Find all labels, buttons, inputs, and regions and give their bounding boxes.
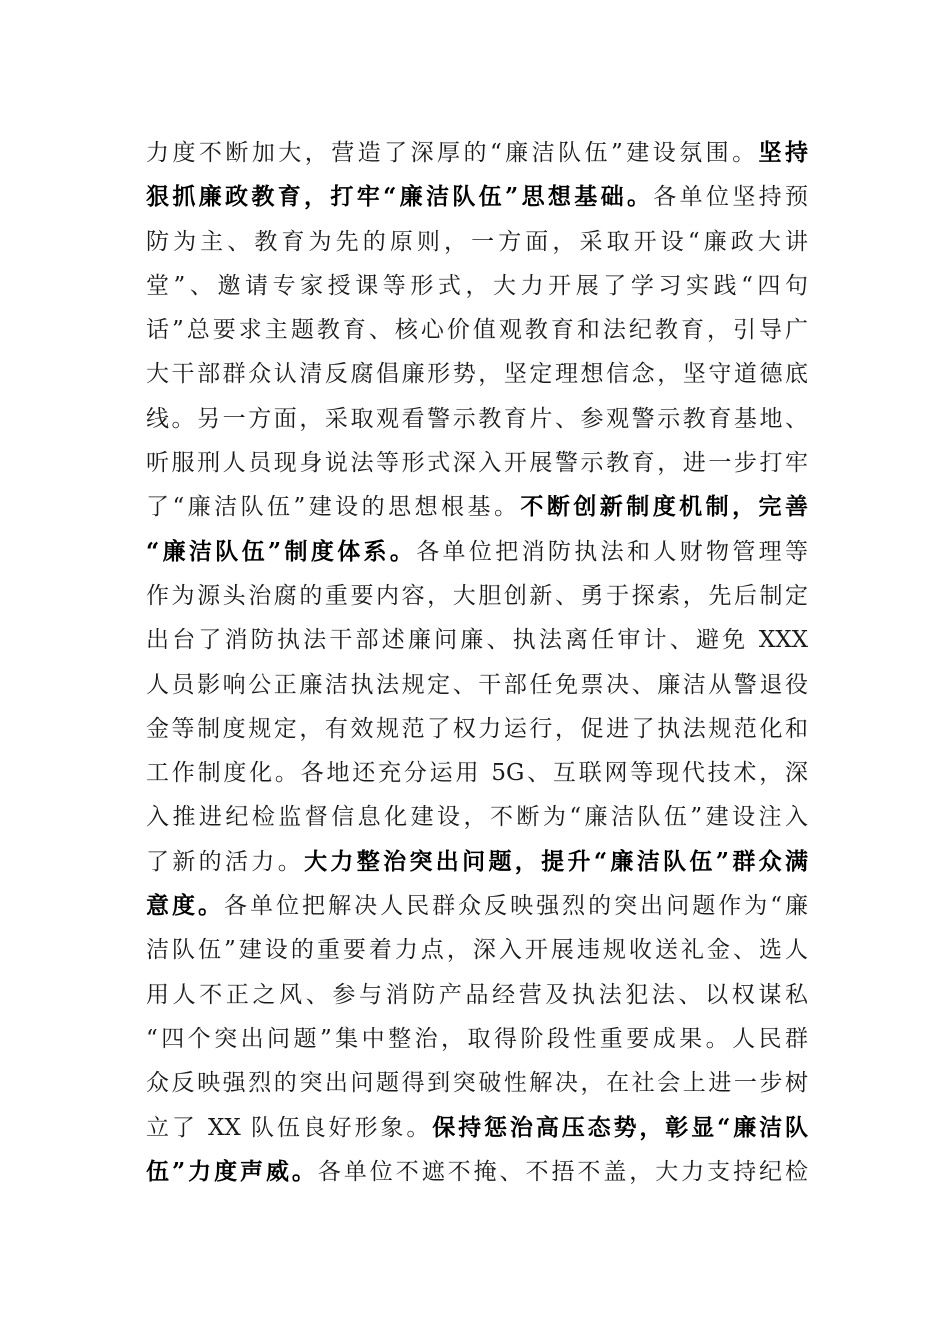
bold-heading-text: 伍”力度声威。 bbox=[146, 1157, 318, 1185]
text-line bbox=[146, 441, 808, 485]
body-text-segment: 洁队伍”建设的重要着力点，深入开展违规收送礼金、选人 bbox=[146, 937, 808, 964]
text-line bbox=[146, 928, 808, 972]
body-text-segment: 金等制度规定，有效规范了权力运行，促进了执法规范化和 bbox=[146, 715, 808, 742]
body-text-segment: 各单位不遮不掩、不捂不盖，大力支持纪检 bbox=[317, 1158, 808, 1185]
bold-heading-text: 坚持 bbox=[758, 139, 808, 166]
body-text-segment: 作为源头治腐的重要内容，大胆创新、勇于探索，先后制定 bbox=[146, 582, 808, 609]
bold-heading-text: 狠抓廉政教育，打牢“廉洁队伍”思想基础。 bbox=[146, 183, 654, 211]
body-text-segment: 大干部群众认清反腐倡廉形势，坚定理想信念，坚守道德底 bbox=[146, 361, 808, 388]
body-text-segment: 出台了消防执法干部述廉问廉、执法离任审计、避免 XXX bbox=[146, 627, 808, 654]
bold-heading-text: 不断创新制度机制，完善 bbox=[520, 493, 808, 521]
text-line bbox=[146, 618, 808, 662]
text-line bbox=[146, 530, 808, 574]
text-line bbox=[146, 485, 808, 529]
body-text-segment: 人员影响公正廉洁执法规定、干部任免票决、廉洁从警退役 bbox=[146, 671, 808, 698]
text-line bbox=[146, 751, 808, 795]
body-text-segment: 了新的活力。 bbox=[146, 848, 305, 875]
body-text-segment: 入推进纪检监督信息化建设，不断为“廉洁队伍”建设注入 bbox=[146, 804, 808, 831]
body-text-segment: 各单位把消防执法和人财物管理等 bbox=[416, 538, 808, 565]
bold-heading-text: 意度。 bbox=[146, 892, 225, 920]
text-line bbox=[146, 973, 808, 1017]
text-line bbox=[146, 220, 808, 264]
text-line bbox=[146, 574, 808, 618]
body-text-segment: 堂”、邀请专家授课等形式，大力开展了学习实践“四句 bbox=[146, 272, 808, 299]
body-text-segment: 各单位把解决人民群众反映强烈的突出问题作为“廉 bbox=[224, 893, 808, 920]
text-line bbox=[146, 1106, 808, 1150]
body-text bbox=[146, 131, 808, 1194]
text-line bbox=[146, 663, 808, 707]
text-line bbox=[146, 308, 808, 352]
bold-heading-text: 保持惩治高压态势，彰显“廉洁队 bbox=[432, 1113, 808, 1141]
body-text-segment: 用人不正之风、参与消防产品经营及执法犯法、以权谋私 bbox=[146, 981, 808, 1008]
text-line bbox=[146, 1017, 808, 1061]
text-line bbox=[146, 352, 808, 396]
text-line bbox=[146, 175, 808, 219]
body-text-segment: 了“廉洁队伍”建设的思想根基。 bbox=[146, 494, 521, 521]
text-line bbox=[146, 707, 808, 751]
text-line bbox=[146, 884, 808, 928]
text-line bbox=[146, 795, 808, 839]
text-line bbox=[146, 397, 808, 441]
body-text-segment: 力度不断加大，营造了深厚的“廉洁队伍”建设氛围。 bbox=[146, 140, 759, 166]
body-text-segment: 立了 XX 队伍良好形象。 bbox=[146, 1114, 433, 1141]
body-text-segment: 众反映强烈的突出问题得到突破性解决，在社会上进一步树 bbox=[146, 1070, 808, 1097]
bold-heading-text: “廉洁队伍”制度体系。 bbox=[146, 537, 417, 565]
bold-heading-text: 大力整治突出问题，提升“廉洁队伍”群众满 bbox=[304, 847, 808, 875]
text-line bbox=[146, 131, 808, 175]
text-line bbox=[146, 1061, 808, 1105]
text-line bbox=[146, 264, 808, 308]
text-line bbox=[146, 1150, 808, 1194]
body-text-segment: “四个突出问题”集中整治，取得阶段性重要成果。人民群 bbox=[146, 1025, 808, 1052]
body-text-segment: 工作制度化。各地还充分运用 5G、互联网等现代技术，深 bbox=[146, 760, 808, 787]
body-text-segment: 各单位坚持预 bbox=[653, 184, 808, 211]
text-line bbox=[146, 840, 808, 884]
body-text-segment: 线。另一方面，采取观看警示教育片、参观警示教育基地、 bbox=[146, 405, 808, 432]
body-text-segment: 话”总要求主题教育、核心价值观教育和法纪教育，引导广 bbox=[146, 317, 808, 344]
body-text-segment: 听服刑人员现身说法等形式深入开展警示教育，进一步打牢 bbox=[146, 450, 808, 477]
body-text-segment: 防为主、教育为先的原则，一方面，采取开设“廉政大讲 bbox=[146, 228, 808, 255]
